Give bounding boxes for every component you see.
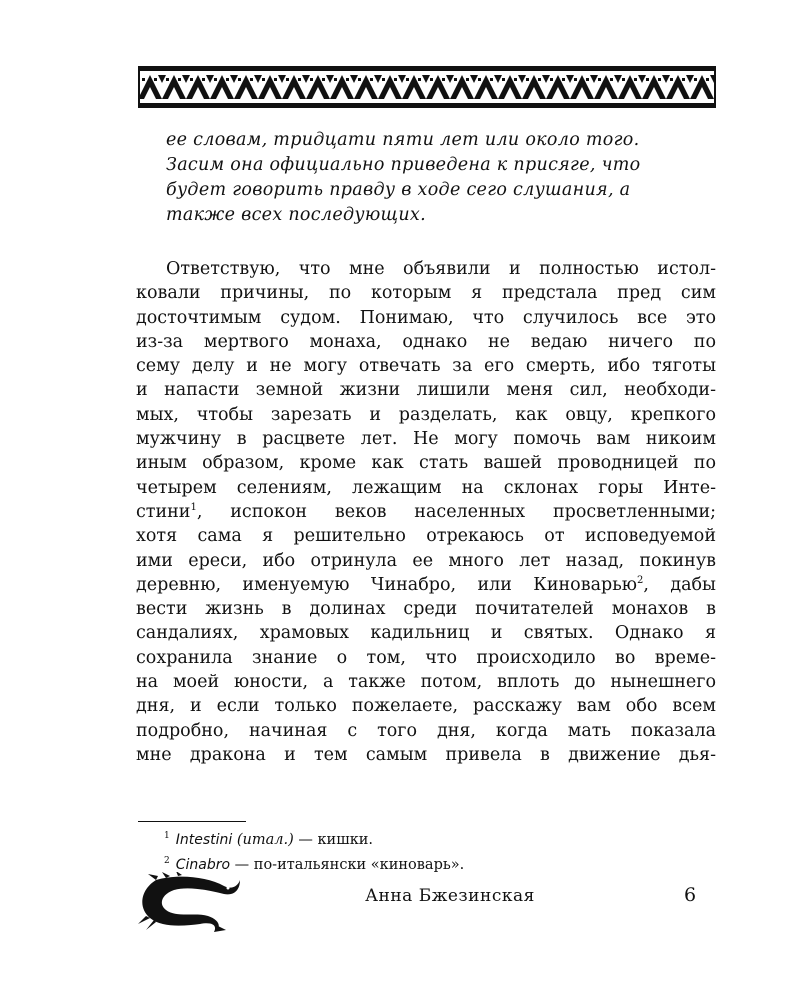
ornament-dot bbox=[430, 78, 433, 81]
text-line: подробно, начиная с того дня, когда мать показала bbox=[136, 720, 716, 741]
text-fragment: , испокон веков населенных просветленными; bbox=[196, 501, 716, 522]
ornament-dot bbox=[250, 78, 253, 81]
ornament-dot bbox=[610, 78, 613, 81]
text-line: из-за мертвого монаха, однако не ведаю ничего по bbox=[136, 331, 716, 352]
ornament-dot bbox=[598, 78, 601, 81]
main-paragraph bbox=[136, 257, 716, 767]
text-fragment: деревню, именуемую Чинабро, или Киноварью bbox=[136, 574, 637, 595]
text-line: дня, и если только пожелаете, расскажу вам обо всем bbox=[136, 696, 716, 717]
ornament-dot bbox=[190, 78, 193, 81]
footnote-mark: 1 bbox=[164, 831, 170, 841]
text-line: хотя сама я решительно отрекаюсь от исповедуемой bbox=[136, 526, 716, 547]
footnote-mark: 2 bbox=[164, 855, 170, 866]
footnote-ref-2[interactable]: 2 bbox=[636, 575, 644, 587]
ornament-dot bbox=[706, 78, 709, 81]
text-line: мне дракона и тем самым привела в движение дья- bbox=[136, 744, 716, 765]
ornament-dot bbox=[562, 78, 565, 81]
ornament-dot bbox=[478, 78, 481, 81]
ornament-dot bbox=[658, 78, 661, 81]
italic-line: будет говорить правду в ходе сего слушания, а bbox=[166, 180, 631, 200]
italic-line: также всех последующих. bbox=[166, 205, 426, 225]
ornament-dot bbox=[334, 78, 337, 81]
italic-line: ее словам, тридцати пяти лет или около того. bbox=[166, 130, 640, 150]
ornament-svg bbox=[138, 66, 716, 108]
ornament-dot bbox=[238, 78, 241, 81]
ornament-dot bbox=[622, 78, 625, 81]
ornament-dot bbox=[682, 78, 685, 81]
footnote-text: — кишки. bbox=[293, 831, 374, 848]
ornament-dot bbox=[166, 78, 169, 81]
ornament-dot bbox=[298, 78, 301, 81]
ornament-dot bbox=[178, 78, 181, 81]
dragon-svg bbox=[136, 872, 242, 934]
ornament-dot bbox=[418, 78, 421, 81]
ornament-dot bbox=[454, 78, 457, 81]
ornament-dot bbox=[502, 78, 505, 81]
ornament-dot bbox=[358, 78, 361, 81]
ornament-dot bbox=[694, 78, 697, 81]
text-line bbox=[136, 500, 716, 524]
dragon-icon bbox=[136, 872, 242, 934]
ornament-dot bbox=[466, 78, 469, 81]
text-line: сему делу и не могу отвечать за его смерть, ибо тяготы bbox=[136, 356, 716, 377]
text-line: и напасти земной жизни лишили меня сил, необходи- bbox=[136, 380, 716, 401]
footnotes bbox=[164, 826, 664, 876]
ornament-dot bbox=[226, 78, 229, 81]
ornament-dot bbox=[394, 78, 397, 81]
ornament-dot bbox=[574, 78, 577, 81]
ornament-dot bbox=[346, 78, 349, 81]
ornament-dot bbox=[322, 78, 325, 81]
ornament-dot bbox=[586, 78, 589, 81]
page-number: 6 bbox=[683, 884, 697, 906]
ornament-dot bbox=[310, 78, 313, 81]
text-line: ковали причины, по которым я предстала пред сим bbox=[136, 283, 716, 304]
text-line: иным образом, кроме как стать вашей проводницей по bbox=[136, 453, 716, 474]
footnote-term: Intestini bbox=[175, 831, 233, 848]
footnote-lang: (итал.) bbox=[236, 831, 294, 848]
ornament-dot bbox=[286, 78, 289, 81]
ornament-dot bbox=[538, 78, 541, 81]
text-line: мужчину в расцвете лет. Не могу помочь вам никоим bbox=[136, 429, 716, 450]
footnote-ref-1[interactable]: 1 bbox=[190, 502, 197, 514]
footer-author: Анна Бжезинская bbox=[365, 886, 535, 906]
ornament-dot bbox=[406, 78, 409, 81]
ornament-dot bbox=[154, 78, 157, 81]
ornament-dot bbox=[670, 78, 673, 81]
text-line: Ответствую, что мне объявили и полностью истол- bbox=[166, 259, 716, 279]
footnote-1 bbox=[164, 826, 664, 851]
italic-line: Засим она официально приведена к присяге, что bbox=[166, 155, 641, 175]
ornament-dot bbox=[490, 78, 493, 81]
text-fragment: стини bbox=[136, 501, 191, 522]
ornament-dot bbox=[634, 78, 637, 81]
ornament-dot bbox=[442, 78, 445, 81]
ornament-dot bbox=[214, 78, 217, 81]
italic-paragraph bbox=[166, 128, 718, 228]
footnote-divider bbox=[138, 821, 246, 822]
ornament-dot bbox=[646, 78, 649, 81]
ornament-dot bbox=[526, 78, 529, 81]
ornament-dot bbox=[550, 78, 553, 81]
ornament-dot bbox=[370, 78, 373, 81]
ornament-dot bbox=[202, 78, 205, 81]
text-line: досточтимым судом. Понимаю, что случилось все это bbox=[136, 307, 716, 328]
text-fragment: , дабы bbox=[643, 574, 716, 595]
text-line: мых, чтобы зарезать и разделать, как овцу, крепкого bbox=[136, 404, 716, 425]
footnote-text: — по-итальянски «киноварь». bbox=[230, 856, 465, 873]
header-ornament-icon bbox=[138, 66, 716, 108]
text-line: на моей юности, а также потом, вплоть до нынешнего bbox=[136, 672, 716, 693]
text-line: четырем селениям, лежащим на склонах горы Инте- bbox=[136, 477, 716, 498]
text-line: сохранила знание о том, что происходило во време- bbox=[136, 647, 716, 668]
ornament-dot bbox=[514, 78, 517, 81]
text-line: ими ереси, ибо отринула ее много лет назад, покинув bbox=[136, 550, 716, 571]
text-line: сандалиях, храмовых кадильниц и святых. Однако я bbox=[136, 623, 716, 644]
ornament-dot bbox=[262, 78, 265, 81]
text-line bbox=[136, 573, 716, 597]
ornament-dot bbox=[142, 78, 145, 81]
text-line: вести жизнь в долинах среди почитателей монахов в bbox=[136, 599, 716, 620]
footnote-term: Cinabro bbox=[175, 856, 231, 873]
ornament-dot bbox=[274, 78, 277, 81]
ornament-dot bbox=[382, 78, 385, 81]
